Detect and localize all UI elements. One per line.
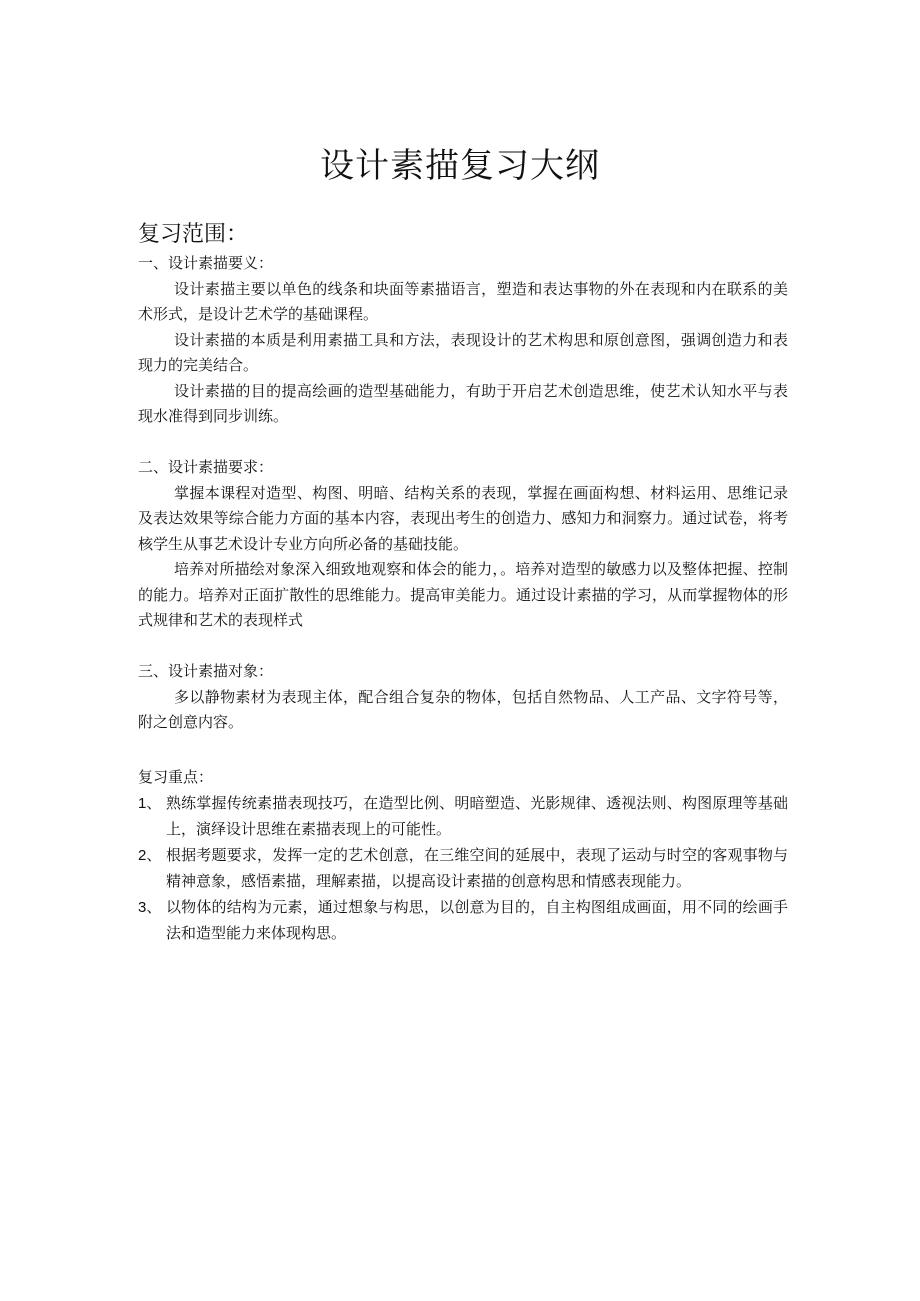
key-points-heading: 复习重点： <box>138 768 214 786</box>
list-item-number: 2、 <box>138 847 162 864</box>
list-item <box>138 791 788 842</box>
section-essence <box>138 251 788 430</box>
page-title: 设计素描复习大纲 <box>320 146 600 186</box>
list-item <box>138 895 788 946</box>
section-paragraph: 设计素描的本质是利用素描工具和方法，表现设计的艺术构思和原创意图，强调创造力和表现力的完美结合。 <box>138 330 788 374</box>
section-paragraph: 培养对所描绘对象深入细致地观察和体会的能力，。培养对造型的敏感力以及整体把握、控制的能力。培养对正面扩散性的思维能力。提高审美能力。通过设计素描的学习，从而掌握物体的形式规律和艺术的表现样式 <box>138 560 788 629</box>
section-paragraph: 掌握本课程对造型、构图、明暗、结构关系的表现，掌握在画面构想、材料运用、思维记录及表达效果等综合能力方面的基本内容，表现出考生的创造力、感知力和洞察力。通过试卷，将考核学生从事艺术设计专业方向所必备的基础技能。 <box>138 483 788 553</box>
section-paragraph: 多以静物素材为表现主体，配合组合复杂的物体，包括自然物品、人工产品、文字符号等，附之创意内容。 <box>138 687 788 731</box>
section-paragraph: 设计素描主要以单色的线条和块面等素描语言，塑造和表达事物的外在表现和内在联系的美术形式，是设计艺术学的基础课程。 <box>138 279 788 323</box>
spacer <box>138 430 788 456</box>
list-item-text: 根据考题要求，发挥一定的艺术创意，在三维空间的延展中，表现了运动与时空的客观事物与精神意象，感悟素描，理解素描，以提高设计素描的创意构思和情感表现能力。 <box>166 846 788 890</box>
key-points-list <box>138 791 788 947</box>
section-subjects <box>138 659 788 736</box>
list-item-number: 3、 <box>138 899 162 916</box>
spacer <box>138 634 788 660</box>
section-heading: 二、设计素描要求： <box>138 458 274 476</box>
list-item-text: 熟练掌握传统素描表现技巧，在造型比例、明暗塑造、光影规律、透视法则、构图原理等基础上，演绎设计思维在素描表现上的可能性。 <box>166 794 788 838</box>
section-requirements <box>138 455 788 634</box>
section-paragraph: 设计素描的目的提高绘画的造型基础能力，有助于开启艺术创造思维，使艺术认知水平与表现水准得到同步训练。 <box>138 381 788 425</box>
scope-heading: 复习范围： <box>138 222 249 247</box>
list-item <box>138 843 788 894</box>
list-item-text: 以物体的结构为元素，通过想象与构思，以创意为目的，自主构图组成画面，用不同的绘画手法和造型能力来体现构思。 <box>166 898 788 942</box>
section-heading: 三、设计素描对象： <box>138 662 274 680</box>
scope-content <box>138 251 788 736</box>
list-item-number: 1、 <box>138 795 162 812</box>
section-heading: 一、设计素描要义： <box>138 254 274 272</box>
